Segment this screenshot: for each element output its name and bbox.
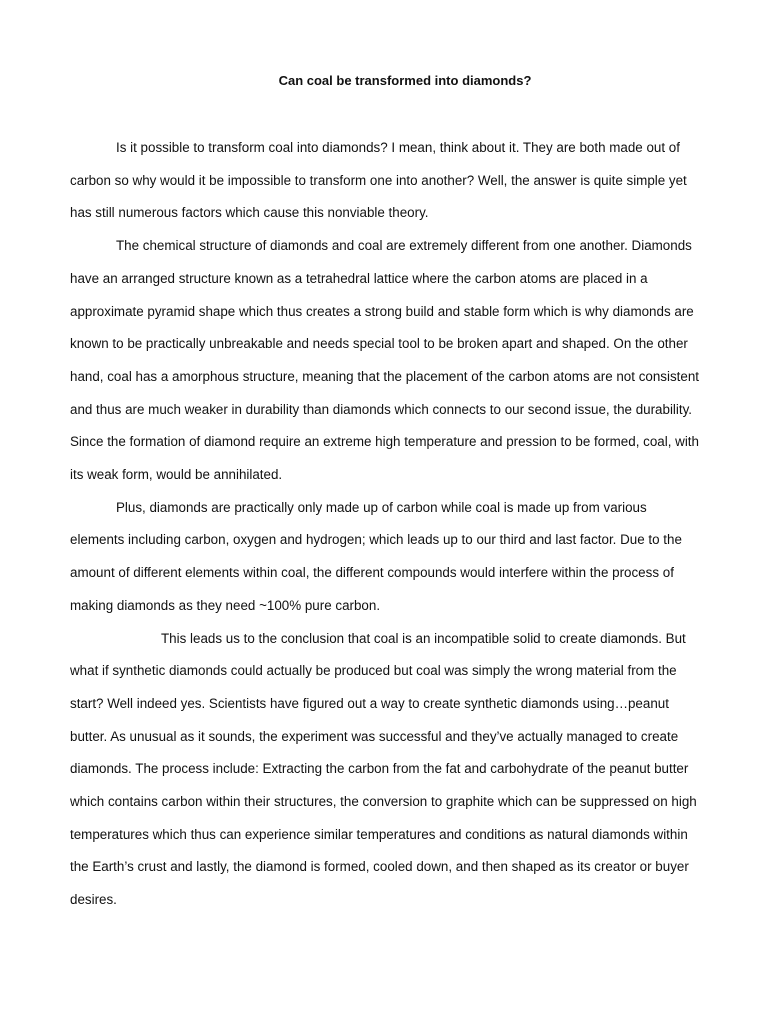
paragraph-composition: Plus, diamonds are practically only made up of carbon while coal is made up from various elements including carbon, oxygen and hydrogen; which leads up to our third and last factor. Due to the amount of different elements within coal, the different compounds would interfere within the process of making diamonds as they need ~100% pure carbon. [70,499,682,613]
document-title: Can coal be transformed into diamonds? [278,73,532,88]
paragraph-chemical-structure: The chemical structure of diamonds and coal are extremely different from one another. Diamonds have an arranged structure known as a tetrahedral lattice where the carbon atoms are placed in a approximate pyramid shape which thus creates a strong build and stable form which is why diamonds are known to be practically unbreakable and needs special tool to be broken apart and shaped. On the other hand, coal has a amorphous structure, meaning that the placement of the carbon atoms are not consistent and thus are much weaker in durability than diamonds which connects to our second issue, the durability. Since the formation of diamond require an extreme high temperature and pression to be formed, coal, with its weak form, would be annihilated. [70,238,699,483]
paragraph-conclusion: This leads us to the conclusion that coal is an incompatible solid to create diamonds. But what if synthetic diamonds could actually be produced but coal was simply the wrong material from the start? Well indeed yes. Scientists have figured out a way to create synthetic diamonds using…peanut butter. As unusual as it sounds, the experiment was successful and they’ve actually managed to create diamonds. The process include: Extracting the carbon from the fat and carbohydrate of the peanut butter which contains carbon within their structures, the conversion to graphite which can be suppressed on high temperatures which thus can experience similar temperatures and conditions as natural diamonds within the Earth’s crust and lastly, the diamond is formed, cooled down, and then shaped as its creator or buyer desires. [70,630,697,908]
paragraph-intro: Is it possible to transform coal into diamonds? I mean, think about it. They are both made out of carbon so why would it be impossible to transform one into another? Well, the answer is quite simple yet has still numerous factors which cause this nonviable theory. [70,140,687,221]
document-body [70,132,700,917]
